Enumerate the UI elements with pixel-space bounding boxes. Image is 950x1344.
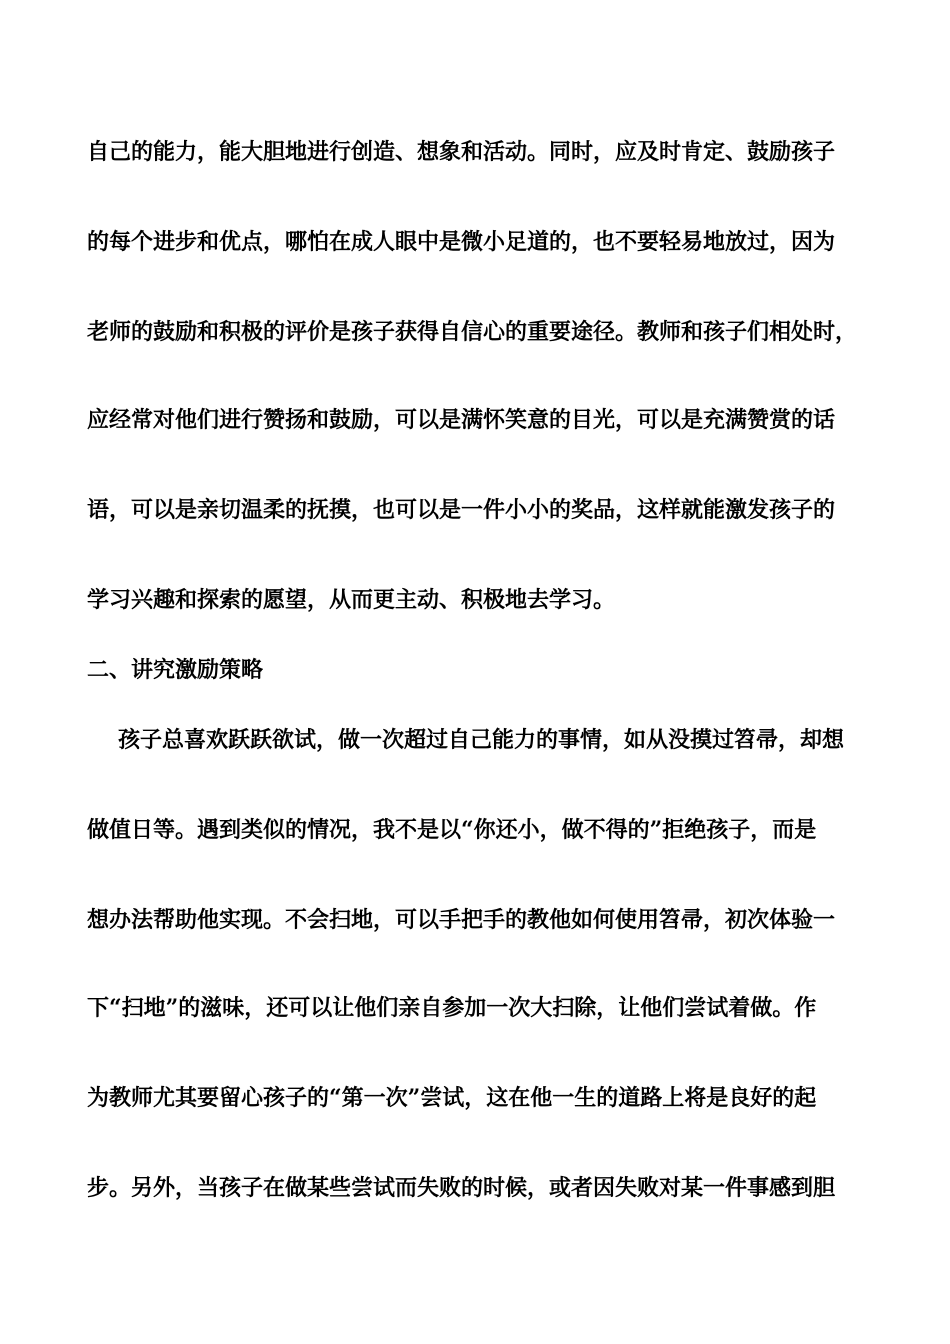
- paragraph-line: 孩子总喜欢跃跃欲试，做一次超过自己能力的事情，如从没摸过笤帚，却想: [118, 727, 845, 753]
- paragraph-line: 语，可以是亲切温柔的抚摸，也可以是一件小小的奖品，这样就能激发孩子的: [87, 497, 836, 523]
- paragraph-line: 想办法帮助他实现。不会扫地，可以手把手的教他如何使用笤帚，初次体验一: [87, 907, 836, 933]
- paragraph-line: 自己的能力，能大胆地进行创造、想象和活动。同时，应及时肯定、鼓励孩子: [87, 139, 836, 165]
- paragraph-line: 老师的鼓励和积极的评价是孩子获得自信心的重要途径。教师和孩子们相处时，: [87, 319, 858, 345]
- paragraph-line: 步。另外，当孩子在做某些尝试而失败的时候，或者因失败对某一件事感到胆: [87, 1175, 836, 1201]
- paragraph-line: 的每个进步和优点，哪怕在成人眼中是微小足道的，也不要轻易地放过，因为: [87, 229, 836, 255]
- section-heading: 二、讲究激励策略: [87, 657, 264, 683]
- paragraph-line: 下“扫地”的滋味，还可以让他们亲自参加一次大扫除，让他们尝试着做。作: [87, 995, 817, 1021]
- paragraph-line: 学习兴趣和探索的愿望，从而更主动、积极地去学习。: [87, 587, 616, 613]
- paragraph-line: 为教师尤其要留心孩子的“第一次”尝试，这在他一生的道路上将是良好的起: [87, 1085, 817, 1111]
- paragraph-line: 应经常对他们进行赞扬和鼓励，可以是满怀笑意的目光，可以是充满赞赏的话: [87, 407, 836, 433]
- paragraph-line: 做值日等。遇到类似的情况，我不是以“你还小，做不得的”拒绝孩子，而是: [87, 817, 817, 843]
